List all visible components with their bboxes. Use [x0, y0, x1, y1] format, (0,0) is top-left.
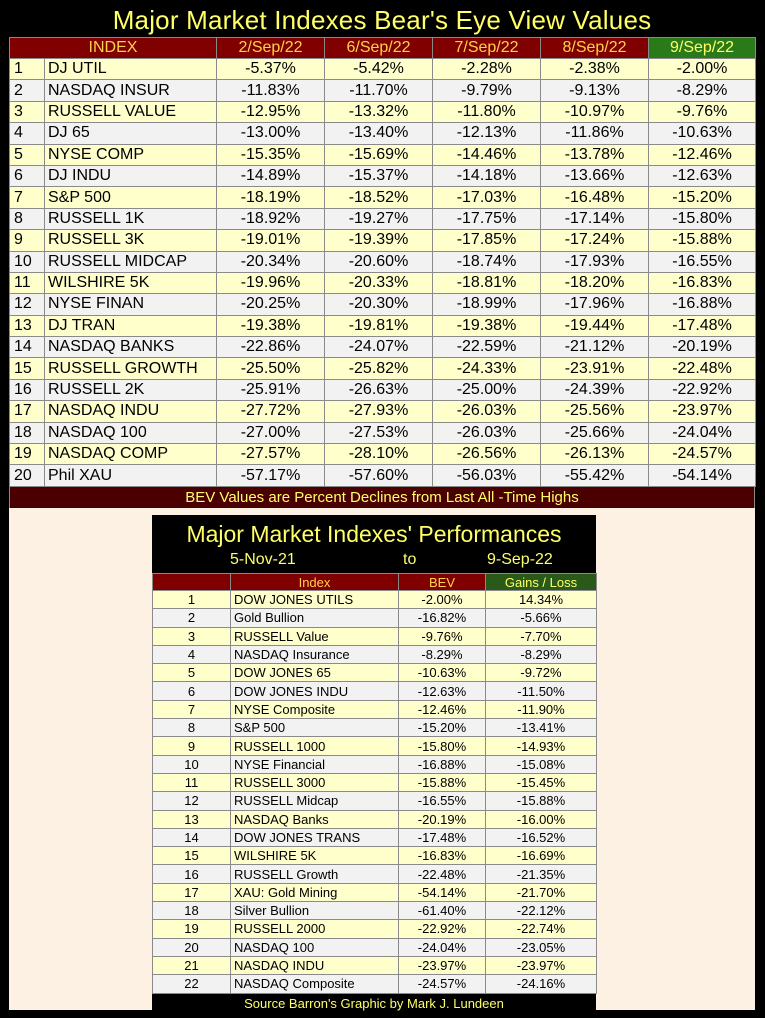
- bev-value-cell: -24.07%: [325, 337, 433, 358]
- bev-value-cell: -16.55%: [649, 251, 756, 272]
- rank-cell: 13: [10, 315, 45, 336]
- bev-value-cell: -11.70%: [325, 80, 433, 101]
- bev-header-date: 6/Sep/22: [325, 38, 433, 59]
- table-row: [153, 773, 597, 791]
- table-row: [153, 810, 597, 828]
- bev-value-cell: -19.96%: [217, 272, 325, 293]
- bev-value-cell: -19.81%: [325, 315, 433, 336]
- bev-value-cell: -9.76%: [649, 101, 756, 122]
- bev-value-cell: -25.50%: [217, 358, 325, 379]
- gains-loss-cell: -22.12%: [486, 902, 597, 920]
- index-name-cell: DOW JONES 65: [231, 664, 399, 682]
- bev-value-cell: -25.82%: [325, 358, 433, 379]
- performance-start-date: 5-Nov-21: [230, 551, 296, 568]
- bev-value-cell: -18.20%: [541, 272, 649, 293]
- performance-table: [152, 573, 597, 994]
- bev-value-cell: -25.91%: [217, 379, 325, 400]
- table-row: [10, 465, 756, 486]
- bev-value-cell: -26.03%: [433, 422, 541, 443]
- bev-value-cell: -27.57%: [217, 444, 325, 465]
- rank-cell: 8: [10, 208, 45, 229]
- index-name-cell: NASDAQ INDU: [45, 401, 217, 422]
- rank-cell: 15: [153, 847, 231, 865]
- bev-value-cell: -24.39%: [541, 379, 649, 400]
- index-name-cell: NASDAQ Composite: [231, 975, 399, 993]
- table-row: [153, 883, 597, 901]
- bev-value-cell: -16.48%: [541, 187, 649, 208]
- gains-loss-cell: -16.69%: [486, 847, 597, 865]
- rank-cell: 5: [153, 664, 231, 682]
- bev-value-cell: -16.83%: [399, 847, 486, 865]
- bev-value-cell: -19.27%: [325, 208, 433, 229]
- performance-header-rank: [153, 574, 231, 591]
- table-row: [153, 609, 597, 627]
- index-name-cell: NASDAQ 100: [231, 938, 399, 956]
- table-row: [153, 664, 597, 682]
- table-row: [153, 828, 597, 846]
- performance-header-row: [153, 574, 597, 591]
- index-name-cell: S&P 500: [231, 719, 399, 737]
- table-row: [153, 865, 597, 883]
- bev-value-cell: -17.75%: [433, 208, 541, 229]
- bev-value-cell: -17.48%: [399, 828, 486, 846]
- bev-value-cell: -20.30%: [325, 294, 433, 315]
- bev-table: [9, 37, 756, 487]
- table-row: [10, 208, 756, 229]
- bev-value-cell: -28.10%: [325, 444, 433, 465]
- gains-loss-cell: -7.70%: [486, 627, 597, 645]
- bev-value-cell: -13.00%: [217, 123, 325, 144]
- rank-cell: 2: [153, 609, 231, 627]
- bev-header-index: INDEX: [10, 38, 217, 59]
- rank-cell: 21: [153, 956, 231, 974]
- rank-cell: 14: [153, 828, 231, 846]
- rank-cell: 20: [153, 938, 231, 956]
- table-row: [10, 294, 756, 315]
- bev-value-cell: -23.91%: [541, 358, 649, 379]
- bev-value-cell: -18.81%: [433, 272, 541, 293]
- index-name-cell: NASDAQ INSUR: [45, 80, 217, 101]
- rank-cell: 9: [153, 737, 231, 755]
- rank-cell: 3: [153, 627, 231, 645]
- bev-value-cell: -9.79%: [433, 80, 541, 101]
- bev-value-cell: -19.01%: [217, 230, 325, 251]
- bev-value-cell: -19.39%: [325, 230, 433, 251]
- index-name-cell: RUSSELL 2000: [231, 920, 399, 938]
- table-row: [153, 792, 597, 810]
- index-name-cell: NASDAQ INDU: [231, 956, 399, 974]
- table-row: [10, 251, 756, 272]
- bev-value-cell: -54.14%: [399, 883, 486, 901]
- bev-value-cell: -17.85%: [433, 230, 541, 251]
- table-row: [10, 272, 756, 293]
- table-row: [153, 956, 597, 974]
- index-name-cell: NASDAQ BANKS: [45, 337, 217, 358]
- bev-value-cell: -23.97%: [399, 956, 486, 974]
- index-name-cell: DOW JONES INDU: [231, 682, 399, 700]
- bev-value-cell: -15.80%: [649, 208, 756, 229]
- bev-value-cell: -15.69%: [325, 144, 433, 165]
- rank-cell: 14: [10, 337, 45, 358]
- bev-footer-note: BEV Values are Percent Declines from Last All -Time Highs: [9, 487, 755, 509]
- index-name-cell: RUSSELL VALUE: [45, 101, 217, 122]
- bev-value-cell: -22.48%: [399, 865, 486, 883]
- gains-loss-cell: -9.72%: [486, 664, 597, 682]
- index-name-cell: WILSHIRE 5K: [231, 847, 399, 865]
- bev-value-cell: -55.42%: [541, 465, 649, 486]
- table-row: [153, 920, 597, 938]
- rank-cell: 4: [10, 123, 45, 144]
- index-name-cell: RUSSELL 3K: [45, 230, 217, 251]
- bev-value-cell: -2.28%: [433, 59, 541, 80]
- bev-value-cell: -24.57%: [399, 975, 486, 993]
- table-row: [153, 847, 597, 865]
- table-row: [10, 80, 756, 101]
- table-row: [10, 230, 756, 251]
- table-row: [10, 187, 756, 208]
- bev-header-date: 7/Sep/22: [433, 38, 541, 59]
- bev-value-cell: -19.38%: [217, 315, 325, 336]
- index-name-cell: XAU: Gold Mining: [231, 883, 399, 901]
- rank-cell: 11: [153, 773, 231, 791]
- index-name-cell: RUSSELL 1K: [45, 208, 217, 229]
- bev-value-cell: -15.20%: [399, 719, 486, 737]
- bev-value-cell: -8.29%: [399, 645, 486, 663]
- bev-value-cell: -15.88%: [399, 773, 486, 791]
- rank-cell: 4: [153, 645, 231, 663]
- bev-value-cell: -16.83%: [649, 272, 756, 293]
- bev-value-cell: -15.80%: [399, 737, 486, 755]
- bev-value-cell: -19.44%: [541, 315, 649, 336]
- table-row: [153, 591, 597, 609]
- bev-value-cell: -2.38%: [541, 59, 649, 80]
- table-row: [153, 902, 597, 920]
- gains-loss-cell: -22.74%: [486, 920, 597, 938]
- performance-header-gains-loss: Gains / Loss: [486, 574, 597, 591]
- table-row: [10, 444, 756, 465]
- rank-cell: 11: [10, 272, 45, 293]
- table-row: [10, 337, 756, 358]
- bev-value-cell: -16.82%: [399, 609, 486, 627]
- bev-value-cell: -11.83%: [217, 80, 325, 101]
- bev-value-cell: -27.00%: [217, 422, 325, 443]
- bev-value-cell: -13.32%: [325, 101, 433, 122]
- bev-value-cell: -18.92%: [217, 208, 325, 229]
- gains-loss-cell: -23.05%: [486, 938, 597, 956]
- bev-value-cell: -2.00%: [399, 591, 486, 609]
- bev-value-cell: -17.93%: [541, 251, 649, 272]
- performance-table-body: [153, 591, 597, 994]
- performance-end-date: 9-Sep-22: [487, 551, 553, 568]
- bev-value-cell: -20.34%: [217, 251, 325, 272]
- table-row: [153, 755, 597, 773]
- bev-header-row: [10, 38, 756, 59]
- performance-header-bev: BEV: [399, 574, 486, 591]
- table-row: [153, 627, 597, 645]
- bev-value-cell: -26.03%: [433, 401, 541, 422]
- bev-value-cell: -14.89%: [217, 165, 325, 186]
- bev-value-cell: -24.57%: [649, 444, 756, 465]
- bev-value-cell: -16.88%: [649, 294, 756, 315]
- performance-title: Major Market Indexes' Performances: [186, 521, 562, 547]
- rank-cell: 8: [153, 719, 231, 737]
- bev-value-cell: -5.37%: [217, 59, 325, 80]
- source-credit: Source Barron's Graphic by Mark J. Lundeen: [244, 995, 504, 1011]
- bev-value-cell: -22.59%: [433, 337, 541, 358]
- index-name-cell: NYSE Composite: [231, 700, 399, 718]
- index-name-cell: DOW JONES UTILS: [231, 591, 399, 609]
- bev-value-cell: -9.13%: [541, 80, 649, 101]
- performance-section: [152, 515, 596, 1012]
- gains-loss-cell: -11.90%: [486, 700, 597, 718]
- rank-cell: 9: [10, 230, 45, 251]
- rank-cell: 15: [10, 358, 45, 379]
- bev-value-cell: -25.66%: [541, 422, 649, 443]
- index-name-cell: DOW JONES TRANS: [231, 828, 399, 846]
- bev-value-cell: -23.97%: [649, 401, 756, 422]
- bev-value-cell: -16.55%: [399, 792, 486, 810]
- bev-value-cell: -18.52%: [325, 187, 433, 208]
- bev-value-cell: -10.63%: [649, 123, 756, 144]
- bev-header-date: 8/Sep/22: [541, 38, 649, 59]
- bev-value-cell: -13.40%: [325, 123, 433, 144]
- table-row: [10, 422, 756, 443]
- bev-value-cell: -20.60%: [325, 251, 433, 272]
- rank-cell: 19: [10, 444, 45, 465]
- bev-value-cell: -12.13%: [433, 123, 541, 144]
- rank-cell: 1: [10, 59, 45, 80]
- rank-cell: 10: [10, 251, 45, 272]
- gains-loss-cell: -24.16%: [486, 975, 597, 993]
- bev-value-cell: -8.29%: [649, 80, 756, 101]
- index-name-cell: DJ TRAN: [45, 315, 217, 336]
- rank-cell: 1: [153, 591, 231, 609]
- bev-value-cell: -27.53%: [325, 422, 433, 443]
- index-name-cell: NASDAQ COMP: [45, 444, 217, 465]
- bev-value-cell: -17.14%: [541, 208, 649, 229]
- index-name-cell: NYSE COMP: [45, 144, 217, 165]
- bev-value-cell: -15.35%: [217, 144, 325, 165]
- table-row: [153, 700, 597, 718]
- index-name-cell: DJ 65: [45, 123, 217, 144]
- bev-value-cell: -17.48%: [649, 315, 756, 336]
- rank-cell: 17: [153, 883, 231, 901]
- bev-value-cell: -15.20%: [649, 187, 756, 208]
- bev-value-cell: -20.25%: [217, 294, 325, 315]
- bev-value-cell: -18.19%: [217, 187, 325, 208]
- index-name-cell: Silver Bullion: [231, 902, 399, 920]
- bev-value-cell: -26.13%: [541, 444, 649, 465]
- bev-value-cell: -27.72%: [217, 401, 325, 422]
- table-row: [153, 645, 597, 663]
- bev-value-cell: -19.38%: [433, 315, 541, 336]
- performance-header-index: Index: [231, 574, 399, 591]
- rank-cell: 22: [153, 975, 231, 993]
- bev-value-cell: -57.17%: [217, 465, 325, 486]
- bev-value-cell: -54.14%: [649, 465, 756, 486]
- rank-cell: 12: [153, 792, 231, 810]
- rank-cell: 20: [10, 465, 45, 486]
- gains-loss-cell: -15.45%: [486, 773, 597, 791]
- bev-value-cell: -10.97%: [541, 101, 649, 122]
- rank-cell: 5: [10, 144, 45, 165]
- bev-value-cell: -22.86%: [217, 337, 325, 358]
- rank-cell: 6: [10, 165, 45, 186]
- bev-value-cell: -12.63%: [399, 682, 486, 700]
- rank-cell: 18: [10, 422, 45, 443]
- table-row: [153, 719, 597, 737]
- bev-value-cell: -11.80%: [433, 101, 541, 122]
- bev-value-cell: -20.33%: [325, 272, 433, 293]
- bev-value-cell: -20.19%: [399, 810, 486, 828]
- index-name-cell: S&P 500: [45, 187, 217, 208]
- bev-value-cell: -25.00%: [433, 379, 541, 400]
- table-row: [10, 358, 756, 379]
- bev-value-cell: -13.78%: [541, 144, 649, 165]
- table-row: [153, 938, 597, 956]
- index-name-cell: RUSSELL 2K: [45, 379, 217, 400]
- rank-cell: 7: [10, 187, 45, 208]
- table-row: [153, 682, 597, 700]
- gains-loss-cell: -15.08%: [486, 755, 597, 773]
- bev-value-cell: -16.88%: [399, 755, 486, 773]
- rank-cell: 7: [153, 700, 231, 718]
- table-row: [10, 379, 756, 400]
- index-name-cell: NASDAQ 100: [45, 422, 217, 443]
- bev-value-cell: -17.24%: [541, 230, 649, 251]
- table-row: [10, 165, 756, 186]
- gains-loss-cell: -16.52%: [486, 828, 597, 846]
- gains-loss-cell: -14.93%: [486, 737, 597, 755]
- rank-cell: 3: [10, 101, 45, 122]
- bev-value-cell: -5.42%: [325, 59, 433, 80]
- performance-date-range: [152, 549, 596, 573]
- bev-value-cell: -24.33%: [433, 358, 541, 379]
- index-name-cell: RUSSELL GROWTH: [45, 358, 217, 379]
- gains-loss-cell: -21.70%: [486, 883, 597, 901]
- index-name-cell: NYSE Financial: [231, 755, 399, 773]
- gains-loss-cell: -13.41%: [486, 719, 597, 737]
- index-name-cell: NASDAQ Insurance: [231, 645, 399, 663]
- index-name-cell: RUSSELL Growth: [231, 865, 399, 883]
- bev-value-cell: -25.56%: [541, 401, 649, 422]
- table-row: [10, 144, 756, 165]
- gains-loss-cell: 14.34%: [486, 591, 597, 609]
- bev-value-cell: -11.86%: [541, 123, 649, 144]
- gains-loss-cell: -8.29%: [486, 645, 597, 663]
- bev-value-cell: -24.04%: [399, 938, 486, 956]
- bev-value-cell: -26.63%: [325, 379, 433, 400]
- index-name-cell: WILSHIRE 5K: [45, 272, 217, 293]
- index-name-cell: DJ INDU: [45, 165, 217, 186]
- bev-value-cell: -14.46%: [433, 144, 541, 165]
- gains-loss-cell: -11.50%: [486, 682, 597, 700]
- bev-value-cell: -12.63%: [649, 165, 756, 186]
- bev-value-cell: -22.92%: [399, 920, 486, 938]
- bev-value-cell: -12.46%: [399, 700, 486, 718]
- table-row: [10, 315, 756, 336]
- bev-value-cell: -26.56%: [433, 444, 541, 465]
- index-name-cell: NASDAQ Banks: [231, 810, 399, 828]
- bev-value-cell: -10.63%: [399, 664, 486, 682]
- index-name-cell: RUSSELL 3000: [231, 773, 399, 791]
- gains-loss-cell: -15.88%: [486, 792, 597, 810]
- bev-value-cell: -2.00%: [649, 59, 756, 80]
- bev-value-cell: -57.60%: [325, 465, 433, 486]
- bev-value-cell: -61.40%: [399, 902, 486, 920]
- bev-value-cell: -27.93%: [325, 401, 433, 422]
- rank-cell: 16: [10, 379, 45, 400]
- index-name-cell: RUSSELL MIDCAP: [45, 251, 217, 272]
- performance-to-label: to: [403, 551, 417, 568]
- bev-value-cell: -12.46%: [649, 144, 756, 165]
- bev-value-cell: -15.88%: [649, 230, 756, 251]
- rank-cell: 2: [10, 80, 45, 101]
- rank-cell: 19: [153, 920, 231, 938]
- rank-cell: 10: [153, 755, 231, 773]
- bev-value-cell: -22.48%: [649, 358, 756, 379]
- table-row: [153, 975, 597, 993]
- rank-cell: 13: [153, 810, 231, 828]
- gains-loss-cell: -23.97%: [486, 956, 597, 974]
- table-row: [10, 101, 756, 122]
- gains-loss-cell: -5.66%: [486, 609, 597, 627]
- bev-value-cell: -24.04%: [649, 422, 756, 443]
- index-name-cell: DJ UTIL: [45, 59, 217, 80]
- gains-loss-cell: -21.35%: [486, 865, 597, 883]
- bev-value-cell: -9.76%: [399, 627, 486, 645]
- bev-value-cell: -20.19%: [649, 337, 756, 358]
- index-name-cell: RUSSELL Value: [231, 627, 399, 645]
- bev-value-cell: -14.18%: [433, 165, 541, 186]
- bev-table-body: [10, 59, 756, 487]
- bev-header-date: 2/Sep/22: [217, 38, 325, 59]
- index-name-cell: NYSE FINAN: [45, 294, 217, 315]
- bev-value-cell: -18.99%: [433, 294, 541, 315]
- gains-loss-cell: -16.00%: [486, 810, 597, 828]
- bev-value-cell: -12.95%: [217, 101, 325, 122]
- table-row: [10, 59, 756, 80]
- bev-value-cell: -22.92%: [649, 379, 756, 400]
- bev-value-cell: -15.37%: [325, 165, 433, 186]
- table-row: [153, 737, 597, 755]
- rank-cell: 12: [10, 294, 45, 315]
- bev-value-cell: -56.03%: [433, 465, 541, 486]
- rank-cell: 16: [153, 865, 231, 883]
- bev-value-cell: -13.66%: [541, 165, 649, 186]
- bev-value-cell: -17.96%: [541, 294, 649, 315]
- bev-title: Major Market Indexes Bear's Eye View Values: [112, 5, 652, 35]
- rank-cell: 17: [10, 401, 45, 422]
- bev-section: [9, 4, 755, 509]
- table-row: [10, 123, 756, 144]
- bev-value-cell: -18.74%: [433, 251, 541, 272]
- index-name-cell: Phil XAU: [45, 465, 217, 486]
- index-name-cell: RUSSELL 1000: [231, 737, 399, 755]
- bev-value-cell: -21.12%: [541, 337, 649, 358]
- rank-cell: 18: [153, 902, 231, 920]
- index-name-cell: Gold Bullion: [231, 609, 399, 627]
- bev-value-cell: -17.03%: [433, 187, 541, 208]
- rank-cell: 6: [153, 682, 231, 700]
- bev-header-date-latest: 9/Sep/22: [649, 38, 756, 59]
- index-name-cell: RUSSELL Midcap: [231, 792, 399, 810]
- table-row: [10, 401, 756, 422]
